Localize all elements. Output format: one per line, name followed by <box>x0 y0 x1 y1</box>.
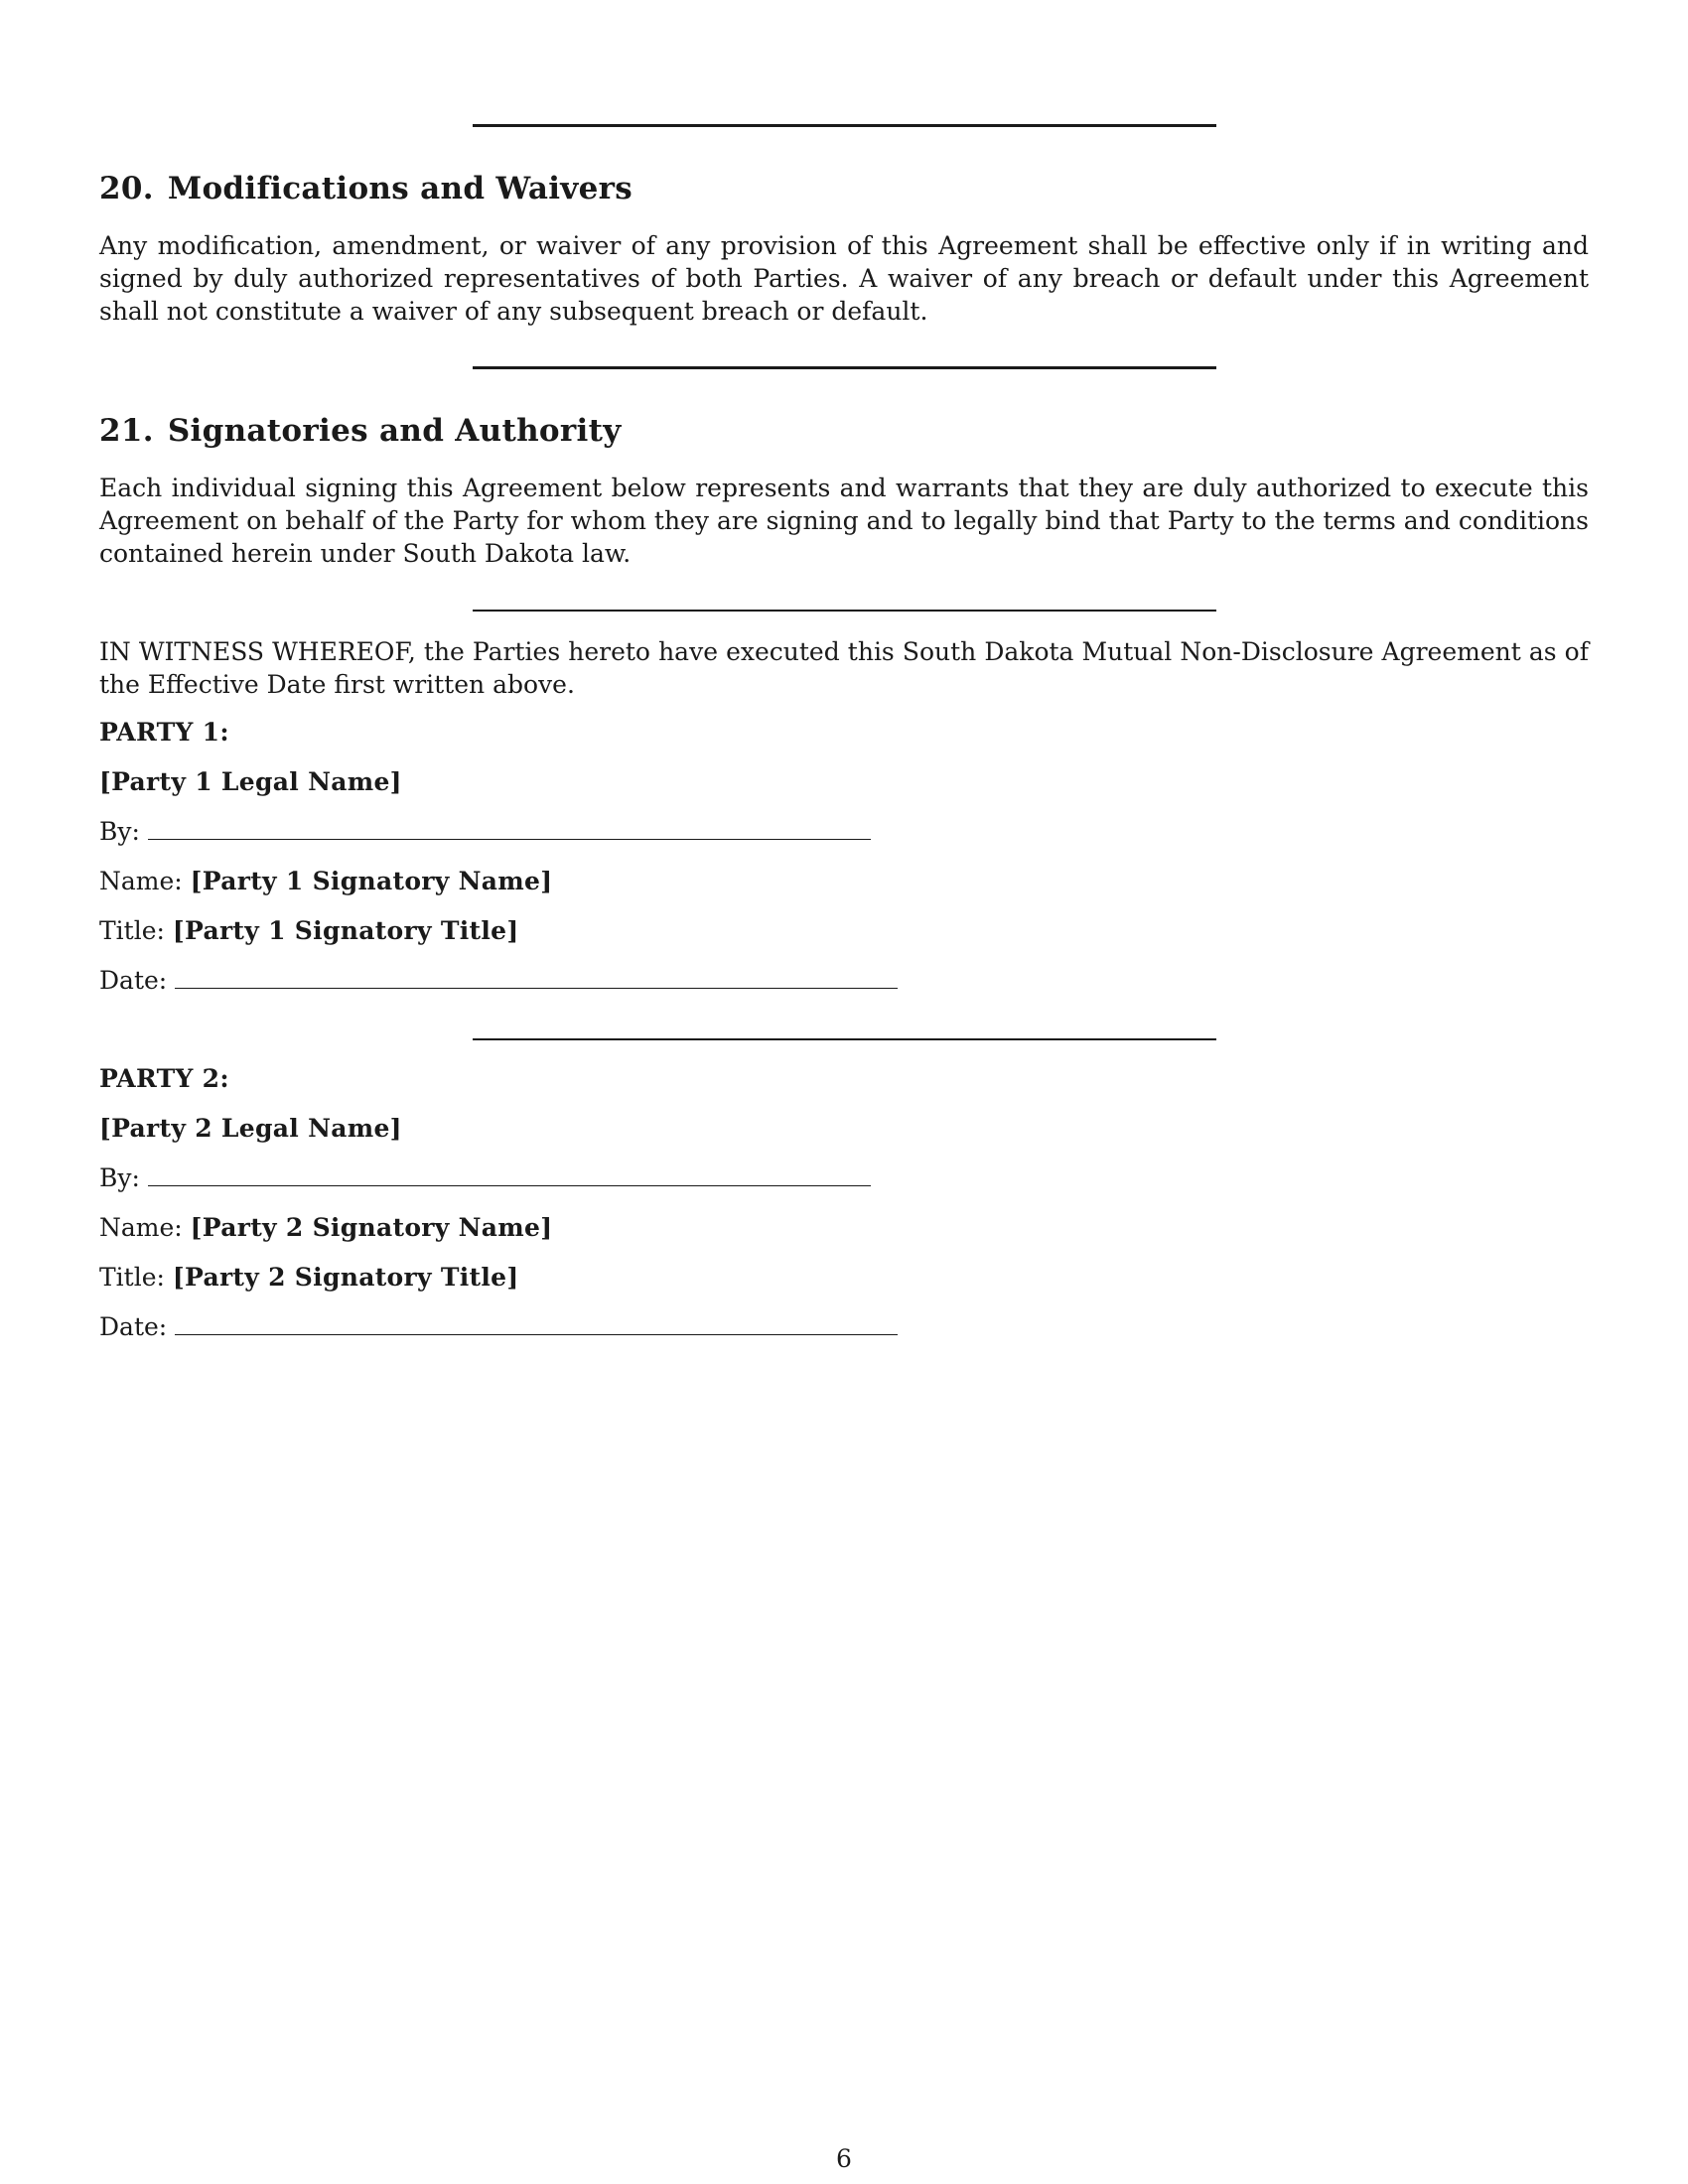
party1-name-row <box>99 867 552 896</box>
party2-legal-name: [Party 2 Legal Name] <box>99 1114 402 1143</box>
section-body-20: Any modification, amendment, or waiver of any provision of this Agreement shall be effective only if in writing and signed by duly authorized representatives of both Parties. A waiver of any breach or default under this Agreement shall not constitute a waiver of any subsequent breach or default. <box>99 231 1589 326</box>
name-label: Name: <box>99 867 183 895</box>
section-body-21: Each individual signing this Agreement below represents and warrants that they are duly authorized to execute this Agreement on behalf of the Party for whom they are signing and to legally bind that Party to the terms and conditions contained herein under South Dakota law. <box>99 474 1589 568</box>
section-divider <box>473 124 1216 127</box>
title-label: Title: <box>99 916 165 945</box>
party2-signature-line[interactable] <box>148 1184 871 1186</box>
section-divider <box>473 366 1216 369</box>
party1-date-line[interactable] <box>175 987 898 989</box>
witness-clause: IN WITNESS WHEREOF, the Parties hereto have executed this South Dakota Mutual Non-Disclosure Agreement as of the Effective Date first written above. <box>99 637 1589 699</box>
name-label: Name: <box>99 1213 183 1242</box>
by-label: By: <box>99 1163 140 1192</box>
party1-heading: PARTY 1: <box>99 718 229 747</box>
party1-by-row <box>99 817 871 847</box>
party1-signature-line[interactable] <box>148 838 871 840</box>
party1-signatory-title: [Party 1 Signatory Title] <box>172 916 519 945</box>
party1-title-row <box>99 916 519 946</box>
party-divider <box>473 1038 1216 1040</box>
section-title: Modifications and Waivers <box>167 171 633 206</box>
party2-title-row <box>99 1263 519 1293</box>
party1-legal-name: [Party 1 Legal Name] <box>99 767 402 796</box>
date-label: Date: <box>99 966 168 995</box>
party2-signatory-title: [Party 2 Signatory Title] <box>172 1263 519 1292</box>
date-label: Date: <box>99 1312 168 1341</box>
party2-date-line[interactable] <box>175 1333 898 1335</box>
by-label: By: <box>99 817 140 846</box>
section-heading-21 <box>99 413 622 449</box>
signature-divider <box>473 610 1216 612</box>
section-number: 20. <box>99 171 154 206</box>
party2-by-row <box>99 1163 871 1193</box>
party2-signatory-name: [Party 2 Signatory Name] <box>190 1213 553 1242</box>
section-title: Signatories and Authority <box>167 413 622 449</box>
party2-date-row <box>99 1312 898 1342</box>
page-number: 6 <box>836 2144 852 2173</box>
party2-heading: PARTY 2: <box>99 1064 229 1093</box>
section-heading-20 <box>99 171 633 206</box>
section-number: 21. <box>99 413 154 449</box>
party1-date-row <box>99 966 898 996</box>
party1-signatory-name: [Party 1 Signatory Name] <box>190 867 553 895</box>
party2-name-row <box>99 1213 552 1243</box>
title-label: Title: <box>99 1263 165 1292</box>
